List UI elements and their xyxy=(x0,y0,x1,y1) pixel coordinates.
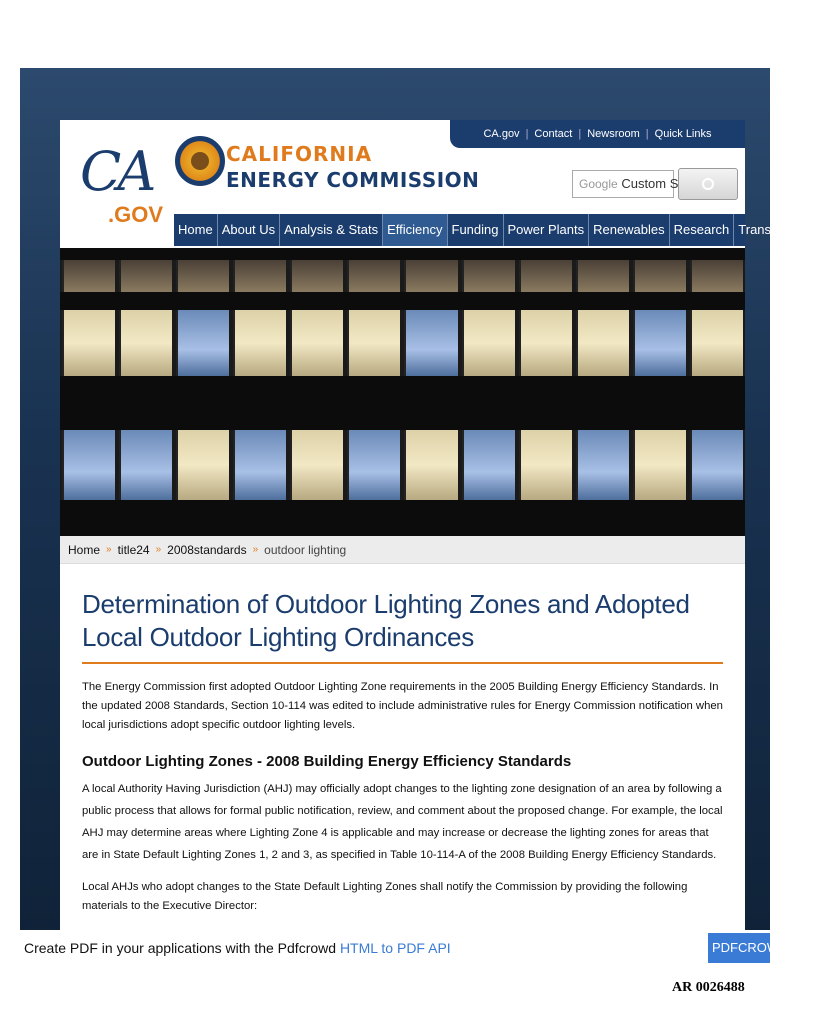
pdfcrowd-label: Create PDF in your applications with the Pdfcrowd xyxy=(24,940,337,956)
search-button[interactable] xyxy=(678,168,738,200)
banner-beam xyxy=(60,376,745,430)
banner-beam xyxy=(60,500,745,536)
top-link-contact[interactable]: Contact xyxy=(534,128,573,140)
seal-bear-icon xyxy=(191,152,209,170)
page-container xyxy=(60,120,822,935)
top-link-separator: | xyxy=(578,128,582,140)
org-name-line2[interactable]: ENERGY COMMISSION xyxy=(226,168,480,192)
nav-item-power-plants[interactable]: Power Plants xyxy=(504,214,590,246)
top-link-cagov[interactable]: CA.gov xyxy=(483,128,520,140)
breadcrumb-item-2008standards[interactable]: 2008standards xyxy=(167,542,247,557)
search-value: Custom S xyxy=(621,176,679,191)
pdfcrowd-text xyxy=(20,940,451,956)
nav-item-about-us[interactable]: About Us xyxy=(218,214,280,246)
pdfcrowd-api-link[interactable]: HTML to PDF API xyxy=(339,940,451,956)
top-link-newsroom[interactable]: Newsroom xyxy=(587,128,640,140)
site-header xyxy=(60,120,822,248)
nav-item-research[interactable]: Research xyxy=(670,214,735,246)
top-links-bar xyxy=(450,120,745,148)
section-heading: Outdoor Lighting Zones - 2008 Building Energy Efficiency Standards xyxy=(82,753,572,770)
logo-gov-text: .GOV xyxy=(108,202,164,227)
breadcrumb xyxy=(60,536,745,564)
nav-item-renewables[interactable]: Renewables xyxy=(589,214,670,246)
search-input[interactable] xyxy=(572,170,679,198)
banner-window-row xyxy=(60,310,745,376)
breadcrumb-arrow-icon: » xyxy=(106,544,112,555)
top-link-separator: | xyxy=(645,128,649,140)
section-paragraph: A local Authority Having Jurisdiction (AHJ) may officially adopt changes to the lighting zone designation of an area by following a public process that allows for formal public notification, review, and comment about the proposed change. For example, the local AHJ may determine areas where Lighting Zone 4 is applicable and may increase or decrease the lighting zones for areas that are in State Default Lighting Zones 1, 2 and 3, as specified in Table 10-114-A of the 2008 Building Energy Efficiency Standards. xyxy=(82,783,723,861)
top-link-separator: | xyxy=(525,128,529,140)
pdfcrowd-footer xyxy=(20,930,789,966)
top-link-quick-links[interactable]: Quick Links xyxy=(654,128,712,140)
ca-gov-logo[interactable] xyxy=(80,140,170,240)
search-icon xyxy=(702,178,714,190)
breadcrumb-arrow-icon: » xyxy=(252,544,259,555)
banner-image-office-building xyxy=(60,248,745,536)
breadcrumb-arrow-icon: » xyxy=(155,544,162,555)
document-id-number: AR 0026488 xyxy=(672,980,745,995)
pdfcrowd-badge[interactable]: PDFCROWD xyxy=(708,933,770,963)
main-content xyxy=(60,564,745,916)
breadcrumb-current: outdoor lighting xyxy=(264,542,347,557)
banner-window-row xyxy=(60,430,745,500)
breadcrumb-item-title24[interactable]: title24 xyxy=(117,542,150,557)
main-nav xyxy=(174,214,822,246)
nav-item-home[interactable]: Home xyxy=(174,214,218,246)
nav-item-efficiency[interactable]: Efficiency xyxy=(383,214,447,246)
logo-ca-text: CA xyxy=(80,140,153,203)
search-google-prefix: Google xyxy=(579,177,618,191)
banner-beam xyxy=(60,292,745,310)
nav-item-transportation[interactable]: Transportation xyxy=(738,222,822,237)
nav-item-funding[interactable]: Funding xyxy=(448,214,504,246)
nav-item-analysis-stats[interactable]: Analysis & Stats xyxy=(280,214,383,246)
org-name-line1[interactable]: CALIFORNIA xyxy=(226,142,373,166)
banner-window-row xyxy=(60,260,745,292)
breadcrumb-item-home[interactable]: Home xyxy=(68,542,101,557)
banner-beam xyxy=(60,248,745,260)
page-title: Determination of Outdoor Lighting Zones and Adopted Local Outdoor Lighting Ordinances xyxy=(82,588,723,664)
state-seal-icon xyxy=(175,136,225,186)
intro-paragraph: The Energy Commission first adopted Outdoor Lighting Zone requirements in the 2005 Building Energy Efficiency Standards. In the updated 2008 Standards, Section 10-114 was edited to include administrative rules for Energy Commission notification when local jurisdictions adopt specific outdoor lighting levels. xyxy=(82,681,723,731)
section-paragraph-2: Local AHJs who adopt changes to the State Default Lighting Zones shall notify the Commission by providing the following materials to the Executive Director: xyxy=(82,881,688,912)
